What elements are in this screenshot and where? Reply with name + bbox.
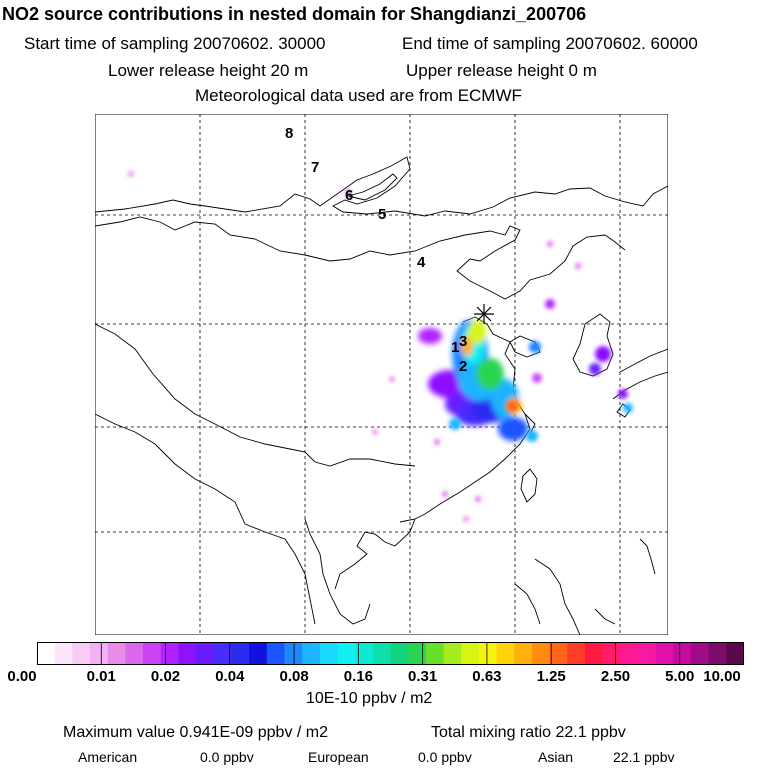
trajectory-label: 7	[311, 159, 320, 176]
colorbar-cell	[497, 642, 515, 665]
trajectory-label: 6	[345, 187, 354, 204]
colorbar-cell	[726, 642, 744, 665]
colorbar-cell	[161, 642, 179, 665]
trajectory-label: 3	[459, 333, 468, 350]
american-value: 0.0 ppbv	[200, 749, 254, 765]
colorbar-tick-label: 0.31	[408, 668, 438, 685]
colorbar-cell	[143, 642, 161, 665]
colorbar-cell	[532, 642, 550, 665]
source-contribution-map	[95, 114, 668, 635]
colorbar-tick-label: 0.02	[150, 668, 181, 685]
asian-label: Asian	[538, 749, 574, 765]
colorbar-cell	[391, 642, 409, 665]
start-time-label: Start time of sampling 20070602. 30000	[24, 34, 326, 53]
colorbar-cell	[196, 642, 214, 665]
colorbar-units-label: 10E-10 ppbv / m2	[306, 690, 433, 707]
european-value: 0.0 ppbv	[418, 749, 472, 765]
colorbar-cell	[37, 642, 55, 665]
meteo-source-label: Meteorological data used are from ECMWF	[195, 86, 522, 105]
trajectory-label: 2	[459, 358, 468, 375]
colorbar-cell	[479, 642, 497, 665]
colorbar-cell	[178, 642, 196, 665]
colorbar-tick-label: 0.16	[343, 668, 373, 685]
colorbar-cell	[214, 642, 232, 665]
colorbar-cell	[249, 642, 267, 665]
asian-value: 22.1 ppbv	[613, 749, 675, 765]
colorbar-cell	[337, 642, 355, 665]
colorbar-cell	[426, 642, 444, 665]
colorbar-cell	[585, 642, 603, 665]
trajectory-label: 8	[285, 125, 294, 142]
colorbar-cell	[284, 642, 302, 665]
trajectory-label: 4	[417, 254, 426, 271]
colorbar-cell	[656, 642, 674, 665]
colorbar-cell	[373, 642, 391, 665]
colorbar-cell	[673, 642, 691, 665]
colorbar-cell	[267, 642, 285, 665]
trajectory-label: 5	[378, 206, 387, 223]
colorbar	[37, 642, 744, 665]
colorbar-cell	[444, 642, 462, 665]
colorbar-tick-label: 0.04	[215, 668, 245, 685]
colorbar-cell	[355, 642, 373, 665]
colorbar-cell	[72, 642, 90, 665]
colorbar-cell	[461, 642, 479, 665]
colorbar-tick-label: 0.01	[86, 668, 116, 685]
colorbar-cell	[638, 642, 656, 665]
colorbar-cell	[603, 642, 621, 665]
page-title: NO2 source contributions in nested domain for Shangdianzi_200706	[2, 4, 587, 24]
colorbar-cell	[90, 642, 108, 665]
colorbar-tick-label: 0.08	[279, 668, 309, 685]
colorbar-tick-label: 2.50	[600, 668, 631, 685]
colorbar-cell	[550, 642, 568, 665]
colorbar-cell	[567, 642, 585, 665]
colorbar-cell	[620, 642, 638, 665]
european-label: European	[308, 749, 369, 765]
colorbar-cell	[514, 642, 532, 665]
end-time-label: End time of sampling 20070602. 60000	[402, 34, 698, 53]
trajectory-label: 1	[451, 339, 460, 356]
colorbar-cell	[408, 642, 426, 665]
colorbar-cell	[55, 642, 73, 665]
colorbar-tick-label: 5.00	[665, 668, 695, 685]
upper-release-label: Upper release height 0 m	[406, 61, 597, 80]
colorbar-cell	[125, 642, 143, 665]
colorbar-cell	[709, 642, 727, 665]
colorbar-cell	[302, 642, 320, 665]
colorbar-cell	[320, 642, 338, 665]
colorbar-cell	[231, 642, 249, 665]
total-mixing-ratio-label: Total mixing ratio 22.1 ppbv	[431, 724, 626, 741]
colorbar-cell	[108, 642, 126, 665]
star-asterisk-icon	[474, 304, 494, 324]
colorbar-tick-label: 1.25	[536, 668, 566, 685]
colorbar-cell	[691, 642, 709, 665]
lower-release-label: Lower release height 20 m	[108, 61, 309, 80]
colorbar-tick-label: 0.63	[472, 668, 502, 685]
maximum-value-label: Maximum value 0.941E-09 ppbv / m2	[63, 724, 329, 741]
colorbar-tick-label: 10.00	[703, 668, 741, 685]
colorbar-tick-label: 0.00	[7, 668, 37, 685]
american-label: American	[78, 749, 138, 765]
